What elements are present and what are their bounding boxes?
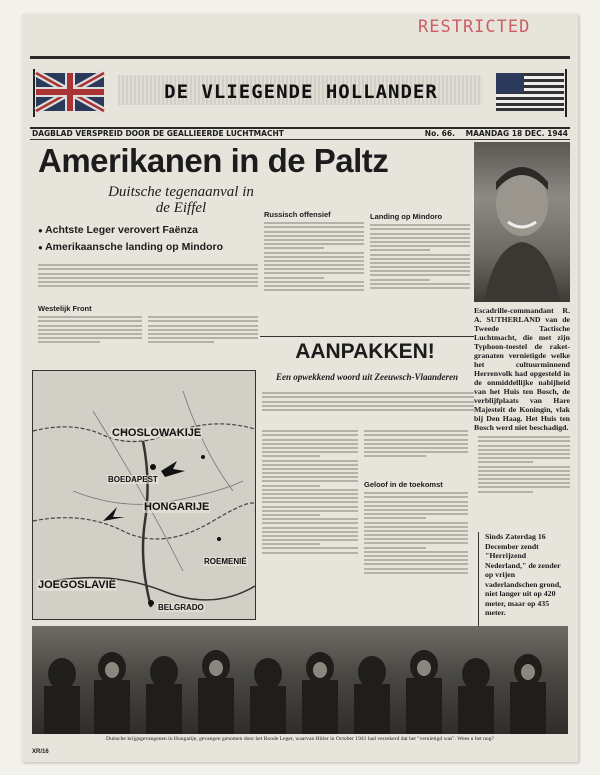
article-column [364, 490, 468, 624]
text-line [370, 266, 470, 268]
text-line [370, 287, 470, 289]
text-line [264, 272, 364, 274]
text-line [478, 491, 533, 493]
text-line [478, 436, 570, 438]
lead-subhead: Duitsche tegenaanval in de Eiffel [108, 184, 254, 216]
text-line [262, 506, 358, 508]
text-line [370, 241, 470, 243]
text-line [262, 472, 358, 474]
text-line [38, 268, 258, 270]
text-line [148, 329, 258, 331]
text-line [364, 434, 468, 436]
text-line [370, 279, 430, 281]
text-line [262, 439, 358, 441]
text-line [262, 476, 358, 478]
text-line [364, 496, 468, 498]
text-line [364, 551, 468, 553]
subheading-landing-mindoro: Landing op Mindoro [370, 212, 443, 221]
lead-article-body-intro [38, 262, 258, 302]
text-line [262, 430, 358, 432]
text-line [370, 224, 470, 226]
map-label-czechoslovakia: CHOSLOWAKIJE [112, 427, 202, 439]
text-line [478, 482, 570, 484]
text-line [364, 505, 468, 507]
feature-intro [262, 390, 474, 424]
map-label-hungary: HONGARIJE [144, 501, 210, 513]
text-line [264, 289, 364, 291]
text-line [364, 568, 468, 570]
map-hungary [32, 370, 256, 620]
text-line [262, 443, 358, 445]
text-line [262, 539, 358, 541]
text-line [262, 501, 358, 503]
text-line [262, 455, 320, 457]
text-line [364, 538, 468, 540]
text-line [262, 489, 358, 491]
text-line [478, 478, 570, 480]
radio-notice: Sinds Zaterdag 16 December zendt "Herrijzend Nederland," de zender op vrijen vaderlandschen grond, niet langer uit op 420 meter, maar op 435 meter. [478, 532, 566, 628]
text-line [264, 256, 364, 258]
text-line [478, 461, 533, 463]
text-line [262, 497, 358, 499]
text-line [264, 252, 364, 254]
text-line [38, 316, 142, 318]
text-line [478, 470, 570, 472]
text-line [264, 226, 364, 228]
article-column [262, 428, 358, 624]
text-line [38, 285, 258, 287]
subheading-russisch-offensief: Russisch offensief [264, 210, 331, 219]
map-label-yugoslavia: JOEGOSLAVIË [38, 579, 117, 591]
text-line [262, 485, 320, 487]
text-line [370, 254, 470, 256]
text-line [264, 243, 364, 245]
text-line [364, 517, 426, 519]
text-line [370, 283, 470, 285]
newspaper-page [22, 14, 578, 762]
text-line [370, 258, 470, 260]
text-line [262, 514, 320, 516]
map-label-romania: ROEMENIË [204, 557, 247, 566]
text-line [262, 552, 358, 554]
text-line [38, 264, 258, 266]
text-line [364, 559, 468, 561]
text-line [370, 249, 430, 251]
text-line [364, 534, 468, 536]
text-line [262, 405, 474, 407]
text-line [364, 443, 468, 445]
text-line [364, 530, 468, 532]
lead-bullets [38, 224, 258, 258]
text-line [38, 333, 142, 335]
map-label-belgrade: BELGRADO [158, 603, 204, 612]
text-line [478, 440, 570, 442]
text-line [264, 281, 364, 283]
subheading-westelijk-front: Westelijk Front [38, 304, 92, 313]
us-flag-icon [492, 67, 570, 117]
text-line [370, 233, 470, 235]
feature-subtitle: Een opwekkend woord uit Zeeuwsch-Vlaanderen [275, 372, 458, 382]
photo-caption: Duitsche krijgsgevangenen in Hongarije, gevangen genomen door het Roode Leger, waarvan Hitler in October 1941 had verzekerd dat het "vernietigd was". Wees u het nog? [106, 736, 494, 742]
text-line [264, 285, 364, 287]
text-line [262, 510, 358, 512]
text-line [364, 526, 468, 528]
issue-date: MAANDAG 18 DEC. 1944 [465, 129, 568, 138]
divider [260, 336, 474, 337]
newspaper-title: DE VLIEGENDE HOLLANDER [164, 81, 438, 103]
text-line [264, 268, 364, 270]
text-line [364, 430, 468, 432]
text-line [364, 547, 426, 549]
text-line [264, 247, 324, 249]
text-line [364, 542, 468, 544]
masthead [30, 56, 570, 129]
text-line [38, 273, 258, 275]
text-line [478, 457, 570, 459]
text-line [262, 480, 358, 482]
portrait-figure-icon [474, 142, 570, 302]
subheading-geloof: Geloof in de toekomst [364, 480, 443, 489]
text-line [370, 237, 470, 239]
text-line [148, 316, 258, 318]
article-column [364, 428, 468, 476]
feature-title: AANPAKKEN! [295, 340, 435, 363]
text-line [264, 235, 364, 237]
text-line [262, 434, 358, 436]
text-line [478, 486, 570, 488]
dateline [32, 129, 568, 138]
text-line [264, 277, 324, 279]
text-line [38, 329, 142, 331]
map-label-budapest: BOEDAPEST [108, 475, 158, 484]
text-line [262, 396, 474, 398]
text-line [262, 531, 358, 533]
page-code: XR/16 [32, 749, 49, 755]
divider [30, 139, 570, 140]
prisoners-photo [32, 626, 568, 734]
text-line [262, 392, 474, 394]
text-line [264, 260, 364, 262]
article-column [264, 220, 364, 330]
text-line [38, 281, 258, 283]
text-line [262, 460, 358, 462]
text-line [262, 468, 358, 470]
text-line [370, 274, 470, 276]
text-line [262, 451, 358, 453]
text-line [148, 337, 258, 339]
text-line [364, 513, 468, 515]
text-line [262, 527, 358, 529]
text-line [364, 439, 468, 441]
text-line [370, 228, 470, 230]
portrait-caption: Escadrille-commandant R. A. SUTHERLAND van de Tweede Tactische Luchtmacht, die met zijn Typhoon-toestel de raket-granaten vernietigde welke het cultuurminnend Herrenvolk had opgesteld in de onmiddellijke nabijheid van het Huis ten Bosch, de verblijfplaats van Hare Majesteit de Koningin, vlak bij Den Haag. Het Huis ten Bosch werd niet beschadigd. [474, 306, 570, 432]
text-line [364, 509, 468, 511]
restricted-stamp: RESTRICTED [418, 17, 531, 37]
text-line [364, 455, 426, 457]
text-line [38, 325, 142, 327]
text-line [370, 245, 470, 247]
text-line [148, 341, 214, 343]
crowd-figures-icon [32, 626, 568, 734]
article-column [38, 314, 142, 364]
text-line [264, 239, 364, 241]
text-line [364, 555, 468, 557]
text-line [148, 333, 258, 335]
text-line [262, 447, 358, 449]
text-line [478, 445, 570, 447]
text-line [364, 563, 468, 565]
text-line [262, 464, 358, 466]
text-line [264, 231, 364, 233]
union-jack-flag-icon [30, 67, 108, 117]
text-line [364, 492, 468, 494]
text-line [478, 453, 570, 455]
text-line [370, 262, 470, 264]
text-line [262, 535, 358, 537]
lead-headline: Amerikanen in de Paltz [38, 142, 389, 179]
text-line [262, 401, 474, 403]
text-line [364, 451, 468, 453]
text-line [38, 341, 100, 343]
text-line [262, 522, 358, 524]
text-line [364, 447, 468, 449]
text-line [478, 449, 570, 451]
issue-number: No. 66. [424, 129, 455, 138]
article-column [370, 222, 470, 330]
text-line [478, 474, 570, 476]
text-line [478, 466, 570, 468]
text-line [364, 522, 468, 524]
text-line [148, 325, 258, 327]
text-line [262, 543, 320, 545]
text-line [38, 277, 258, 279]
bullet-item: ● Achtste Leger verovert Faënza [38, 224, 258, 236]
text-line [262, 547, 358, 549]
article-column [148, 314, 258, 364]
text-line [38, 320, 142, 322]
text-line [364, 572, 468, 574]
text-line [38, 337, 142, 339]
text-line [262, 409, 474, 411]
tagline: DAGBLAD VERSPREID DOOR DE GEALLIEERDE LUCHTMACHT [32, 129, 284, 138]
text-line [264, 264, 364, 266]
text-line [262, 493, 358, 495]
text-line [364, 501, 468, 503]
bullet-item: ● Amerikaansche landing op Mindoro [38, 241, 258, 253]
text-line [148, 320, 258, 322]
text-line [264, 222, 364, 224]
portrait-photo [474, 142, 570, 302]
article-column [478, 434, 570, 528]
text-line [262, 518, 358, 520]
text-line [370, 270, 470, 272]
